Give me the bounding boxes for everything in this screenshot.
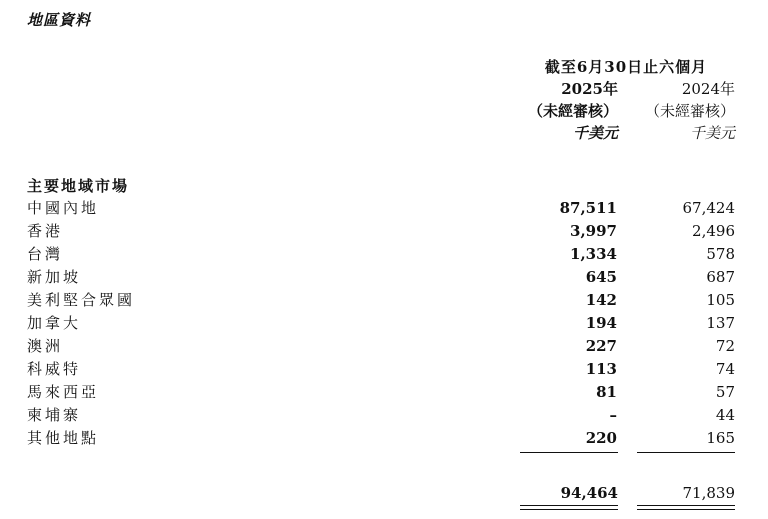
row-label: 科威特 [27, 360, 82, 378]
audit-2025: （未經審核） [527, 102, 618, 120]
total-double-rule-2025-top [520, 505, 618, 506]
row-label: 加拿大 [27, 314, 82, 332]
subtotal-rule-2025 [520, 452, 618, 453]
audit-2024: （未經審核） [644, 102, 735, 120]
year-2024: 2024年 [681, 80, 735, 98]
total-2024: 71,839 [682, 484, 735, 502]
total-double-rule-2025-bottom [520, 509, 618, 510]
table-row [27, 404, 737, 427]
row-label: 香港 [27, 222, 64, 240]
row-label: 中國內地 [27, 199, 100, 217]
total-2025: 94,464 [560, 484, 618, 502]
value-2025: 142 [585, 291, 617, 309]
row-label: 柬埔寨 [27, 406, 82, 424]
row-label: 澳洲 [27, 337, 64, 355]
value-2025: 81 [596, 383, 617, 401]
total-double-rule-2024-top [637, 505, 735, 506]
value-2025: – [609, 406, 617, 424]
row-label: 新加坡 [27, 268, 82, 286]
value-2025: 113 [585, 360, 617, 378]
value-2024: 74 [715, 360, 735, 378]
section-label: 主要地域市場 [27, 177, 130, 195]
value-2024: 67,424 [682, 199, 735, 217]
value-2025: 645 [585, 268, 617, 286]
period-header: 截至6月30日止六個月 [544, 58, 708, 76]
table-row [27, 220, 737, 243]
row-label: 台灣 [27, 245, 64, 263]
data-table [27, 197, 737, 450]
table-row [27, 335, 737, 358]
value-2024: 578 [706, 245, 735, 263]
table-row [27, 381, 737, 404]
value-2025: 227 [585, 337, 617, 355]
table-row [27, 312, 737, 335]
year-2025: 2025年 [561, 80, 618, 98]
column-header-2025 [500, 78, 618, 144]
page-title: 地區資料 [27, 11, 92, 29]
table-row [27, 427, 737, 450]
value-2024: 105 [706, 291, 735, 309]
value-2024: 44 [715, 406, 735, 424]
unit-2024: 千美元 [689, 124, 735, 142]
row-label: 美利堅合眾國 [27, 291, 136, 309]
table-row [27, 266, 737, 289]
value-2025: 87,511 [559, 199, 617, 217]
table-row [27, 289, 737, 312]
subtotal-rule-2024 [637, 452, 735, 453]
unit-2025: 千美元 [572, 124, 618, 142]
table-row [27, 243, 737, 266]
value-2024: 687 [706, 268, 735, 286]
table-row [27, 197, 737, 220]
value-2024: 2,496 [692, 222, 735, 240]
value-2024: 137 [706, 314, 735, 332]
value-2025: 220 [585, 429, 617, 447]
value-2024: 57 [715, 383, 735, 401]
value-2025: 3,997 [570, 222, 617, 240]
table-row [27, 358, 737, 381]
value-2025: 1,334 [570, 245, 617, 263]
value-2024: 165 [706, 429, 735, 447]
value-2025: 194 [585, 314, 617, 332]
total-double-rule-2024-bottom [637, 509, 735, 510]
row-label: 其他地點 [27, 429, 100, 447]
row-label: 馬來西亞 [27, 383, 100, 401]
value-2024: 72 [715, 337, 735, 355]
column-header-2024 [617, 78, 735, 144]
